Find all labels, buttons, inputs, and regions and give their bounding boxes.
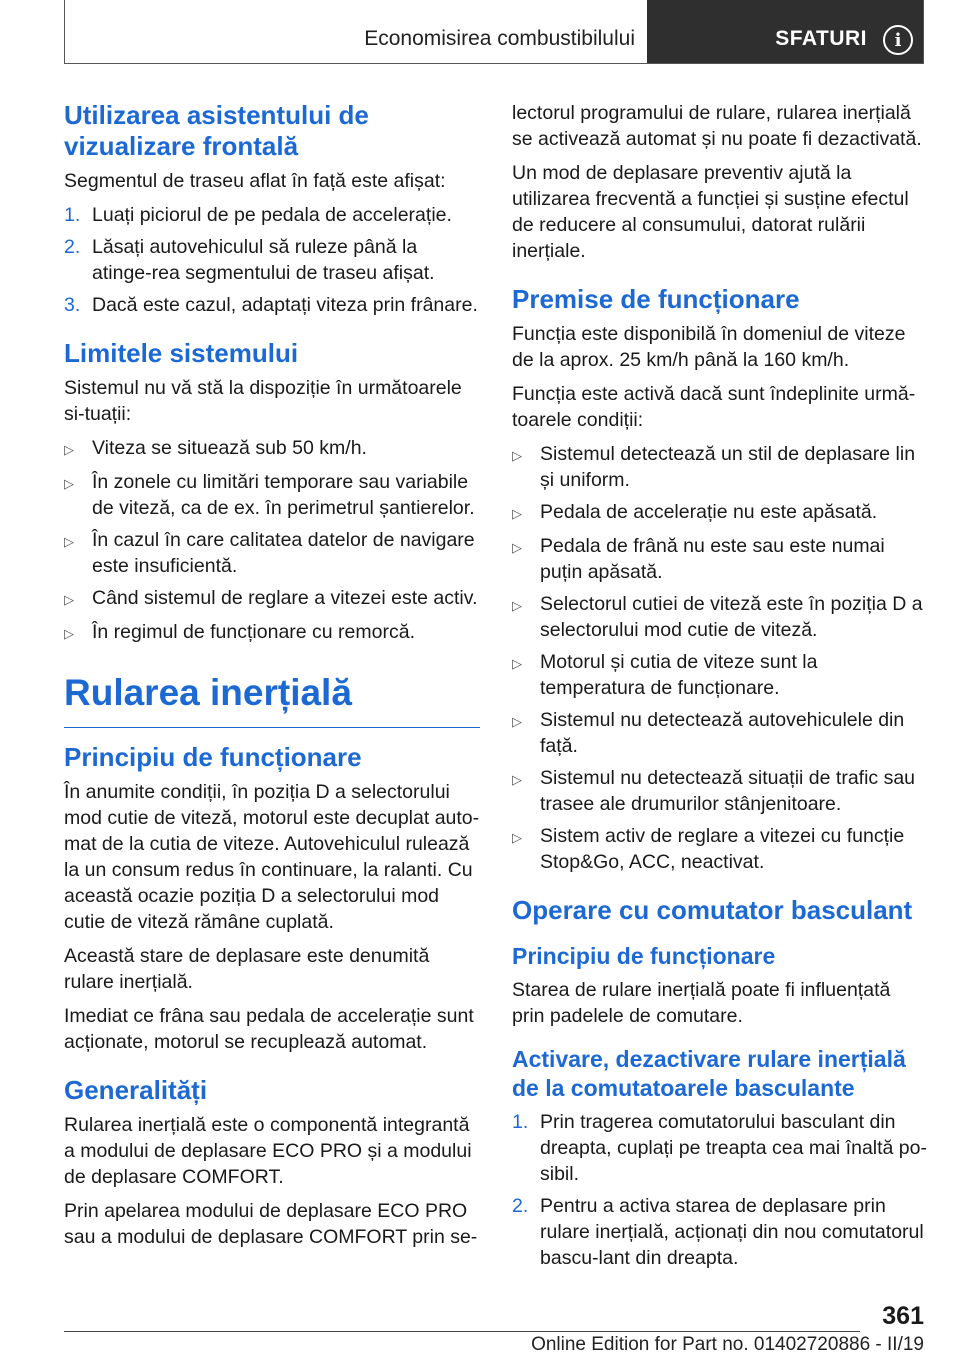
step-number: 2.	[64, 236, 81, 258]
section-heading: Principiu de funcționare	[64, 742, 362, 772]
list-item	[512, 649, 928, 701]
paragraph: Rularea inerțială este o componentă integrantă a modului de deplasare ECO PRO și a modului de deplasare COMFORT.	[64, 1114, 472, 1188]
triangle-bullet-icon: ▷	[512, 772, 522, 787]
triangle-bullet-icon: ▷	[64, 442, 74, 457]
step-text: Pentru a activa starea de deplasare prin rulare inerțială, acționați din nou comutatorul bascu-lant din dreapta.	[540, 1195, 924, 1269]
list-item	[512, 591, 928, 643]
step-number: 2.	[512, 1195, 529, 1217]
list-item	[64, 585, 480, 613]
step-text: Dacă este cazul, adaptați viteza prin frânare.	[92, 294, 478, 316]
triangle-bullet-icon: ▷	[512, 656, 522, 671]
item-text: Selectorul cutiei de viteză este în poziția D a selectorului mod cutie de viteză.	[540, 593, 923, 641]
triangle-bullet-icon: ▷	[512, 448, 522, 463]
list-item	[512, 823, 928, 875]
list-item	[64, 469, 480, 521]
section-title: Economisirea combustibilului	[364, 27, 635, 50]
triangle-bullet-icon: ▷	[512, 830, 522, 845]
item-text: În regimul de funcționare cu remorcă.	[92, 621, 415, 643]
paragraph: Funcția este disponibilă în domeniul de viteze de la aprox. 25 km/h până la 160 km/h.	[512, 323, 906, 371]
triangle-bullet-icon: ▷	[512, 714, 522, 729]
list-item	[64, 234, 480, 286]
triangle-bullet-icon: ▷	[64, 476, 74, 491]
item-text: Când sistemul de reglare a vitezei este activ.	[92, 587, 478, 609]
triangle-bullet-icon: ▷	[512, 506, 522, 521]
list-item	[512, 499, 928, 527]
subsection-heading: Activare, dezactivare rulare inerțială de la comutatoarele basculante	[512, 1046, 906, 1101]
right-column	[512, 100, 928, 1277]
step-text: Lăsați autovehiculul să ruleze până la atinge-rea segmentului de traseu afișat.	[92, 236, 435, 284]
tab-label: SFATURI	[775, 27, 867, 50]
list-item	[512, 765, 928, 817]
item-text: În zonele cu limitări temporare sau variabile de viteză, ca de ex. în perimetrul șantierelor.	[92, 471, 475, 519]
section-heading: Operare cu comutator basculant	[512, 895, 913, 925]
section-heading: Limitele sistemului	[64, 338, 299, 368]
item-text: Sistem activ de reglare a vitezei cu funcție Stop&Go, ACC, neactivat.	[540, 825, 905, 873]
list-item	[64, 527, 480, 579]
section-heading: Generalități	[64, 1075, 208, 1105]
step-number: 1.	[512, 1111, 529, 1133]
list-item	[512, 533, 928, 585]
paragraph: În anumite condiții, în poziția D a selectorului mod cutie de viteză, motorul este decuplat auto-mat de la cutia de viteze. Autovehiculul rulează la un consum redus în continuare, la ralanti. Cu această ocazie poziția D a selectorului mod cutie de viteză rămâne cuplată.	[64, 781, 480, 933]
item-text: Sistemul detectează un stil de deplasare lin și uniform.	[540, 443, 916, 491]
paragraph: lectorul programului de rulare, rularea inerțială se activează automat și nu poate fi dezactivată.	[512, 102, 922, 150]
numbered-list	[512, 1109, 928, 1271]
paragraph: Imediat ce frâna sau pedala de accelerație sunt acționate, motorul se recuplează automat.	[64, 1005, 474, 1053]
paragraph: Această stare de deplasare este denumită rulare inerțială.	[64, 945, 430, 993]
list-item	[64, 292, 480, 318]
paragraph: Funcția este activă dacă sunt îndeplinite urmă-toarele condiții:	[512, 383, 916, 431]
page-header	[64, 0, 924, 64]
list-item	[512, 441, 928, 493]
item-text: Viteza se situează sub 50 km/h.	[92, 437, 367, 459]
section-heading: Utilizarea asistentului de vizualizare frontală	[64, 100, 369, 161]
item-text: Pedala de frână nu este sau este numai puțin apăsată.	[540, 535, 885, 583]
list-item	[512, 1109, 928, 1187]
paragraph: Sistemul nu vă stă la dispoziție în următoarele si-tuații:	[64, 377, 462, 425]
item-text: În cazul în care calitatea datelor de navigare este insuficientă.	[92, 529, 475, 577]
paragraph: Segmentul de traseu aflat în față este afișat:	[64, 170, 446, 192]
subsection-heading: Principiu de funcționare	[512, 943, 776, 969]
triangle-bullet-icon: ▷	[64, 592, 74, 607]
info-icon: i	[883, 25, 913, 55]
step-text: Prin tragerea comutatorului basculant din dreapta, cuplați pe treapta cea mai înaltă po-sibil.	[540, 1111, 927, 1185]
list-item	[64, 202, 480, 228]
list-item	[64, 619, 480, 647]
step-number: 1.	[64, 204, 81, 226]
paragraph: Un mod de deplasare preventiv ajută la utilizarea frecventă a funcției și susține efectul de reducere al consumului, datorat rulării inerțiale.	[512, 162, 909, 262]
list-item	[512, 707, 928, 759]
item-text: Sistemul nu detectează autovehiculele din față.	[540, 709, 905, 757]
item-text: Sistemul nu detectează situații de trafic sau trasee ale drumurilor stânjenitoare.	[540, 767, 916, 815]
paragraph: Prin apelarea modului de deplasare ECO PRO sau a modului de deplasare COMFORT prin se-	[64, 1200, 478, 1248]
edition-footer: Online Edition for Part no. 01402720886 - II/19	[531, 1334, 924, 1355]
triangle-bullet-icon: ▷	[64, 626, 74, 641]
triangle-bullet-icon: ▷	[512, 598, 522, 613]
header-tab	[647, 0, 923, 63]
footer-divider	[64, 1331, 860, 1332]
triangle-bullet-icon: ▷	[512, 540, 522, 555]
step-number: 3.	[64, 294, 81, 316]
bullet-list	[64, 435, 480, 647]
list-item	[512, 1193, 928, 1271]
bullet-list	[512, 441, 928, 875]
step-text: Luați piciorul de pe pedala de accelerație.	[92, 204, 452, 226]
list-item	[64, 435, 480, 463]
triangle-bullet-icon: ▷	[64, 534, 74, 549]
item-text: Pedala de accelerație nu este apăsată.	[540, 501, 878, 523]
left-column	[64, 100, 480, 1258]
paragraph: Starea de rulare inerțială poate fi influențată prin padelele de comutare.	[512, 979, 891, 1027]
item-text: Motorul și cutia de viteze sunt la temperatura de funcționare.	[540, 651, 818, 699]
chapter-title: Rularea inerțială	[64, 671, 480, 728]
page-number: 361	[882, 1302, 924, 1330]
numbered-list	[64, 202, 480, 318]
section-heading: Premise de funcționare	[512, 284, 800, 314]
